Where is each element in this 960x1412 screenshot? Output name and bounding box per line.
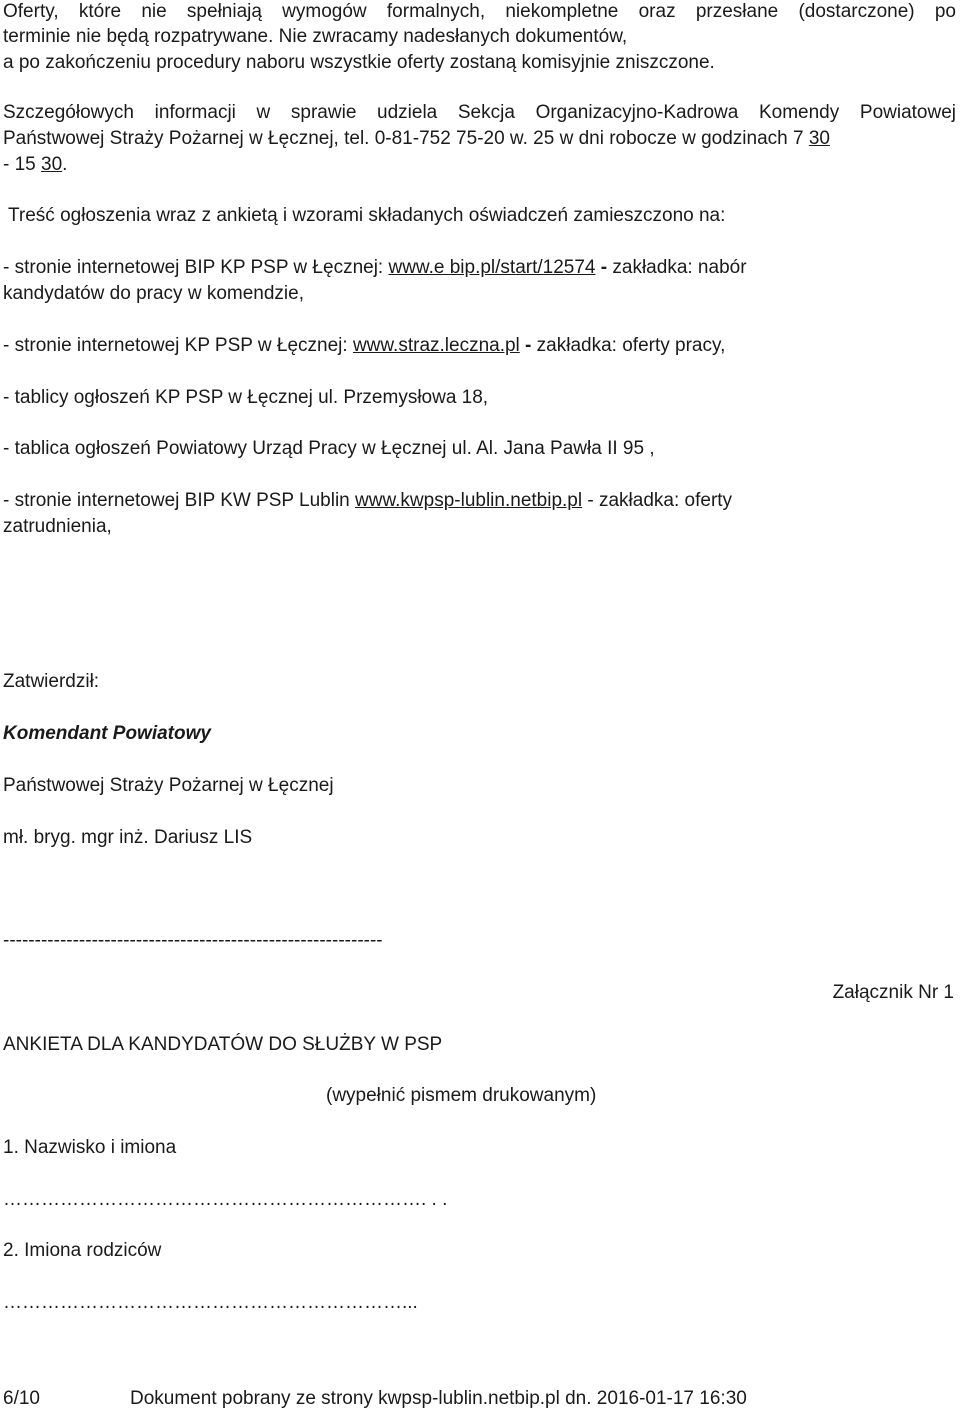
kp-separator: - xyxy=(519,335,537,356)
kp-line xyxy=(3,333,725,359)
kw-link[interactable]: www.kwpsp-lublin.netbip.pl xyxy=(355,490,583,511)
board-line-1: - tablicy ogłoszeń KP PSP w Łęcznej ul. Przemysłowa 18, xyxy=(3,387,489,408)
bip-suffix: zakładka: nabór xyxy=(612,257,747,278)
intro-line-3: a po zakończeniu procedury naboru wszystkie oferty zostaną komisyjnie zniszczone. xyxy=(3,52,715,73)
bip-separator: - xyxy=(595,257,613,278)
approval-title: Komendant Powiatowy xyxy=(3,723,211,744)
bip-line-1 xyxy=(3,255,747,281)
approval-label: Zatwierdził: xyxy=(3,671,100,692)
publication-heading: Treść ogłoszenia wraz z ankietą i wzorami składanych oświadczeń zamieszczono na: xyxy=(8,205,726,226)
bip-link[interactable]: www.e bip.pl/start/12574 xyxy=(388,257,596,278)
bip-prefix: - stronie internetowej BIP KP PSP w Łęcznej: xyxy=(3,257,389,278)
bip-line-2: kandydatów do pracy w komendzie, xyxy=(3,283,304,304)
info-time-end-minutes: 30 xyxy=(41,154,63,175)
separator-line: ------------------------------------------------------------ xyxy=(3,930,383,951)
kp-suffix: zakładka: oferty pracy, xyxy=(536,335,726,356)
board-line-2: - tablica ogłoszeń Powiatowy Urząd Pracy w Łęcznej ul. Al. Jana Pawła II 95 , xyxy=(3,438,655,459)
approval-org: Państwowej Straży Pożarnej w Łęcznej xyxy=(3,775,334,796)
info-line-2-text: Państwowej Straży Pożarnej w Łęcznej, tel. 0-81-752 75-20 w. 25 w dni robocze w godzinach 7 xyxy=(3,128,809,149)
field-1-label: 1. Nazwisko i imiona xyxy=(3,1137,177,1158)
info-line-2 xyxy=(3,126,830,152)
survey-note: (wypełnić pismem drukowanym) xyxy=(326,1085,597,1106)
kw-line-2: zatrudnienia, xyxy=(3,516,112,537)
survey-title: ANKIETA DLA KANDYDATÓW DO SŁUŻBY W PSP xyxy=(3,1034,443,1055)
intro-line-2: terminie nie będą rozpatrywane. Nie zwracamy nadesłanych dokumentów, xyxy=(3,26,628,47)
kp-link[interactable]: www.straz.leczna.pl xyxy=(352,335,520,356)
kp-prefix: - stronie internetowej KP PSP w Łęcznej: xyxy=(3,335,353,356)
field-2-blank: ………………………………………………………... xyxy=(3,1292,418,1313)
info-line-3-end: . xyxy=(62,154,68,175)
info-line-3 xyxy=(3,152,67,178)
kw-prefix: - stronie internetowej BIP KW PSP Lublin xyxy=(3,490,356,511)
field-1-blank: …………………………………………………………. . . xyxy=(3,1189,448,1210)
kw-line-1 xyxy=(3,488,732,514)
footer-source: Dokument pobrany ze strony kwpsp-lublin.netbip.pl dn. 2016-01-17 16:30 xyxy=(130,1388,747,1409)
approval-name: mł. bryg. mgr inż. Dariusz LIS xyxy=(3,827,253,848)
kw-suffix: - zakładka: oferty xyxy=(582,490,733,511)
info-line-3-text: - 15 xyxy=(3,154,42,175)
intro-line-1: Oferty, które nie spełniają wymogów formalnych, niekompletne oraz przesłane (dostarczone) po xyxy=(3,1,956,22)
info-time-start-minutes: 30 xyxy=(808,128,830,149)
footer-page-number: 6/10 xyxy=(3,1388,40,1409)
info-line-1: Szczegółowych informacji w sprawie udziela Sekcja Organizacyjno-Kadrowa Komendy Powiatowej xyxy=(3,102,956,123)
attachment-label: Załącznik Nr 1 xyxy=(832,982,954,1003)
field-2-label: 2. Imiona rodziców xyxy=(3,1240,162,1261)
